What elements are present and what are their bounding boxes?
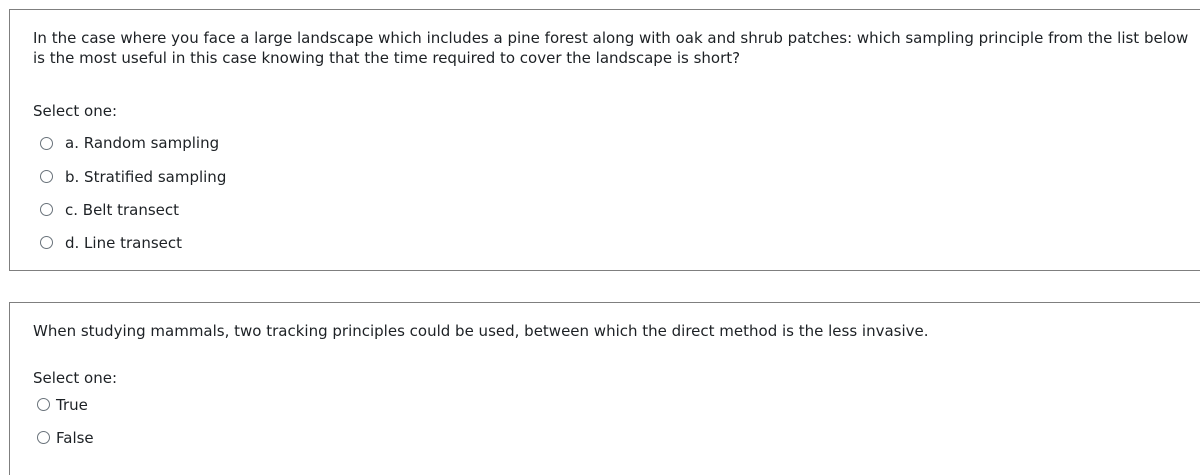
answer-option-d[interactable] bbox=[32, 226, 226, 259]
question-2-text: When studying mammals, two tracking principles could be used, between which the direct method is the less invasive. bbox=[33, 322, 929, 340]
answer-option-true[interactable] bbox=[32, 388, 94, 421]
question-1-prompt: Select one: bbox=[33, 102, 118, 120]
answer-option-a[interactable] bbox=[32, 126, 226, 160]
question-2 bbox=[9, 302, 1200, 475]
radio-button[interactable] bbox=[40, 137, 53, 150]
question-1-answers bbox=[32, 126, 226, 259]
question-2-answers bbox=[32, 388, 94, 454]
question-1-text: In the case where you face a large landscape which includes a pine forest along with oak and shrub patches: which sampling principle from the list below is the most useful in this case knowing that the time required to cover the landscape is short? bbox=[33, 29, 1189, 67]
question-2-prompt: Select one: bbox=[33, 369, 118, 387]
answer-option-label: True bbox=[56, 395, 88, 414]
radio-button[interactable] bbox=[37, 431, 50, 444]
answer-option-b[interactable] bbox=[32, 160, 226, 193]
answer-option-label: c. Belt transect bbox=[65, 200, 180, 219]
answer-option-label: False bbox=[56, 428, 94, 447]
radio-button[interactable] bbox=[40, 170, 53, 183]
answer-option-c[interactable] bbox=[32, 193, 226, 226]
question-1 bbox=[9, 9, 1200, 271]
answer-option-label: b. Stratified sampling bbox=[65, 167, 227, 186]
answer-option-false[interactable] bbox=[32, 421, 94, 454]
answer-option-label: a. Random sampling bbox=[65, 134, 220, 152]
answer-option-label: d. Line transect bbox=[65, 233, 183, 252]
radio-button[interactable] bbox=[37, 398, 50, 411]
radio-button[interactable] bbox=[40, 236, 53, 249]
radio-button[interactable] bbox=[40, 203, 53, 216]
